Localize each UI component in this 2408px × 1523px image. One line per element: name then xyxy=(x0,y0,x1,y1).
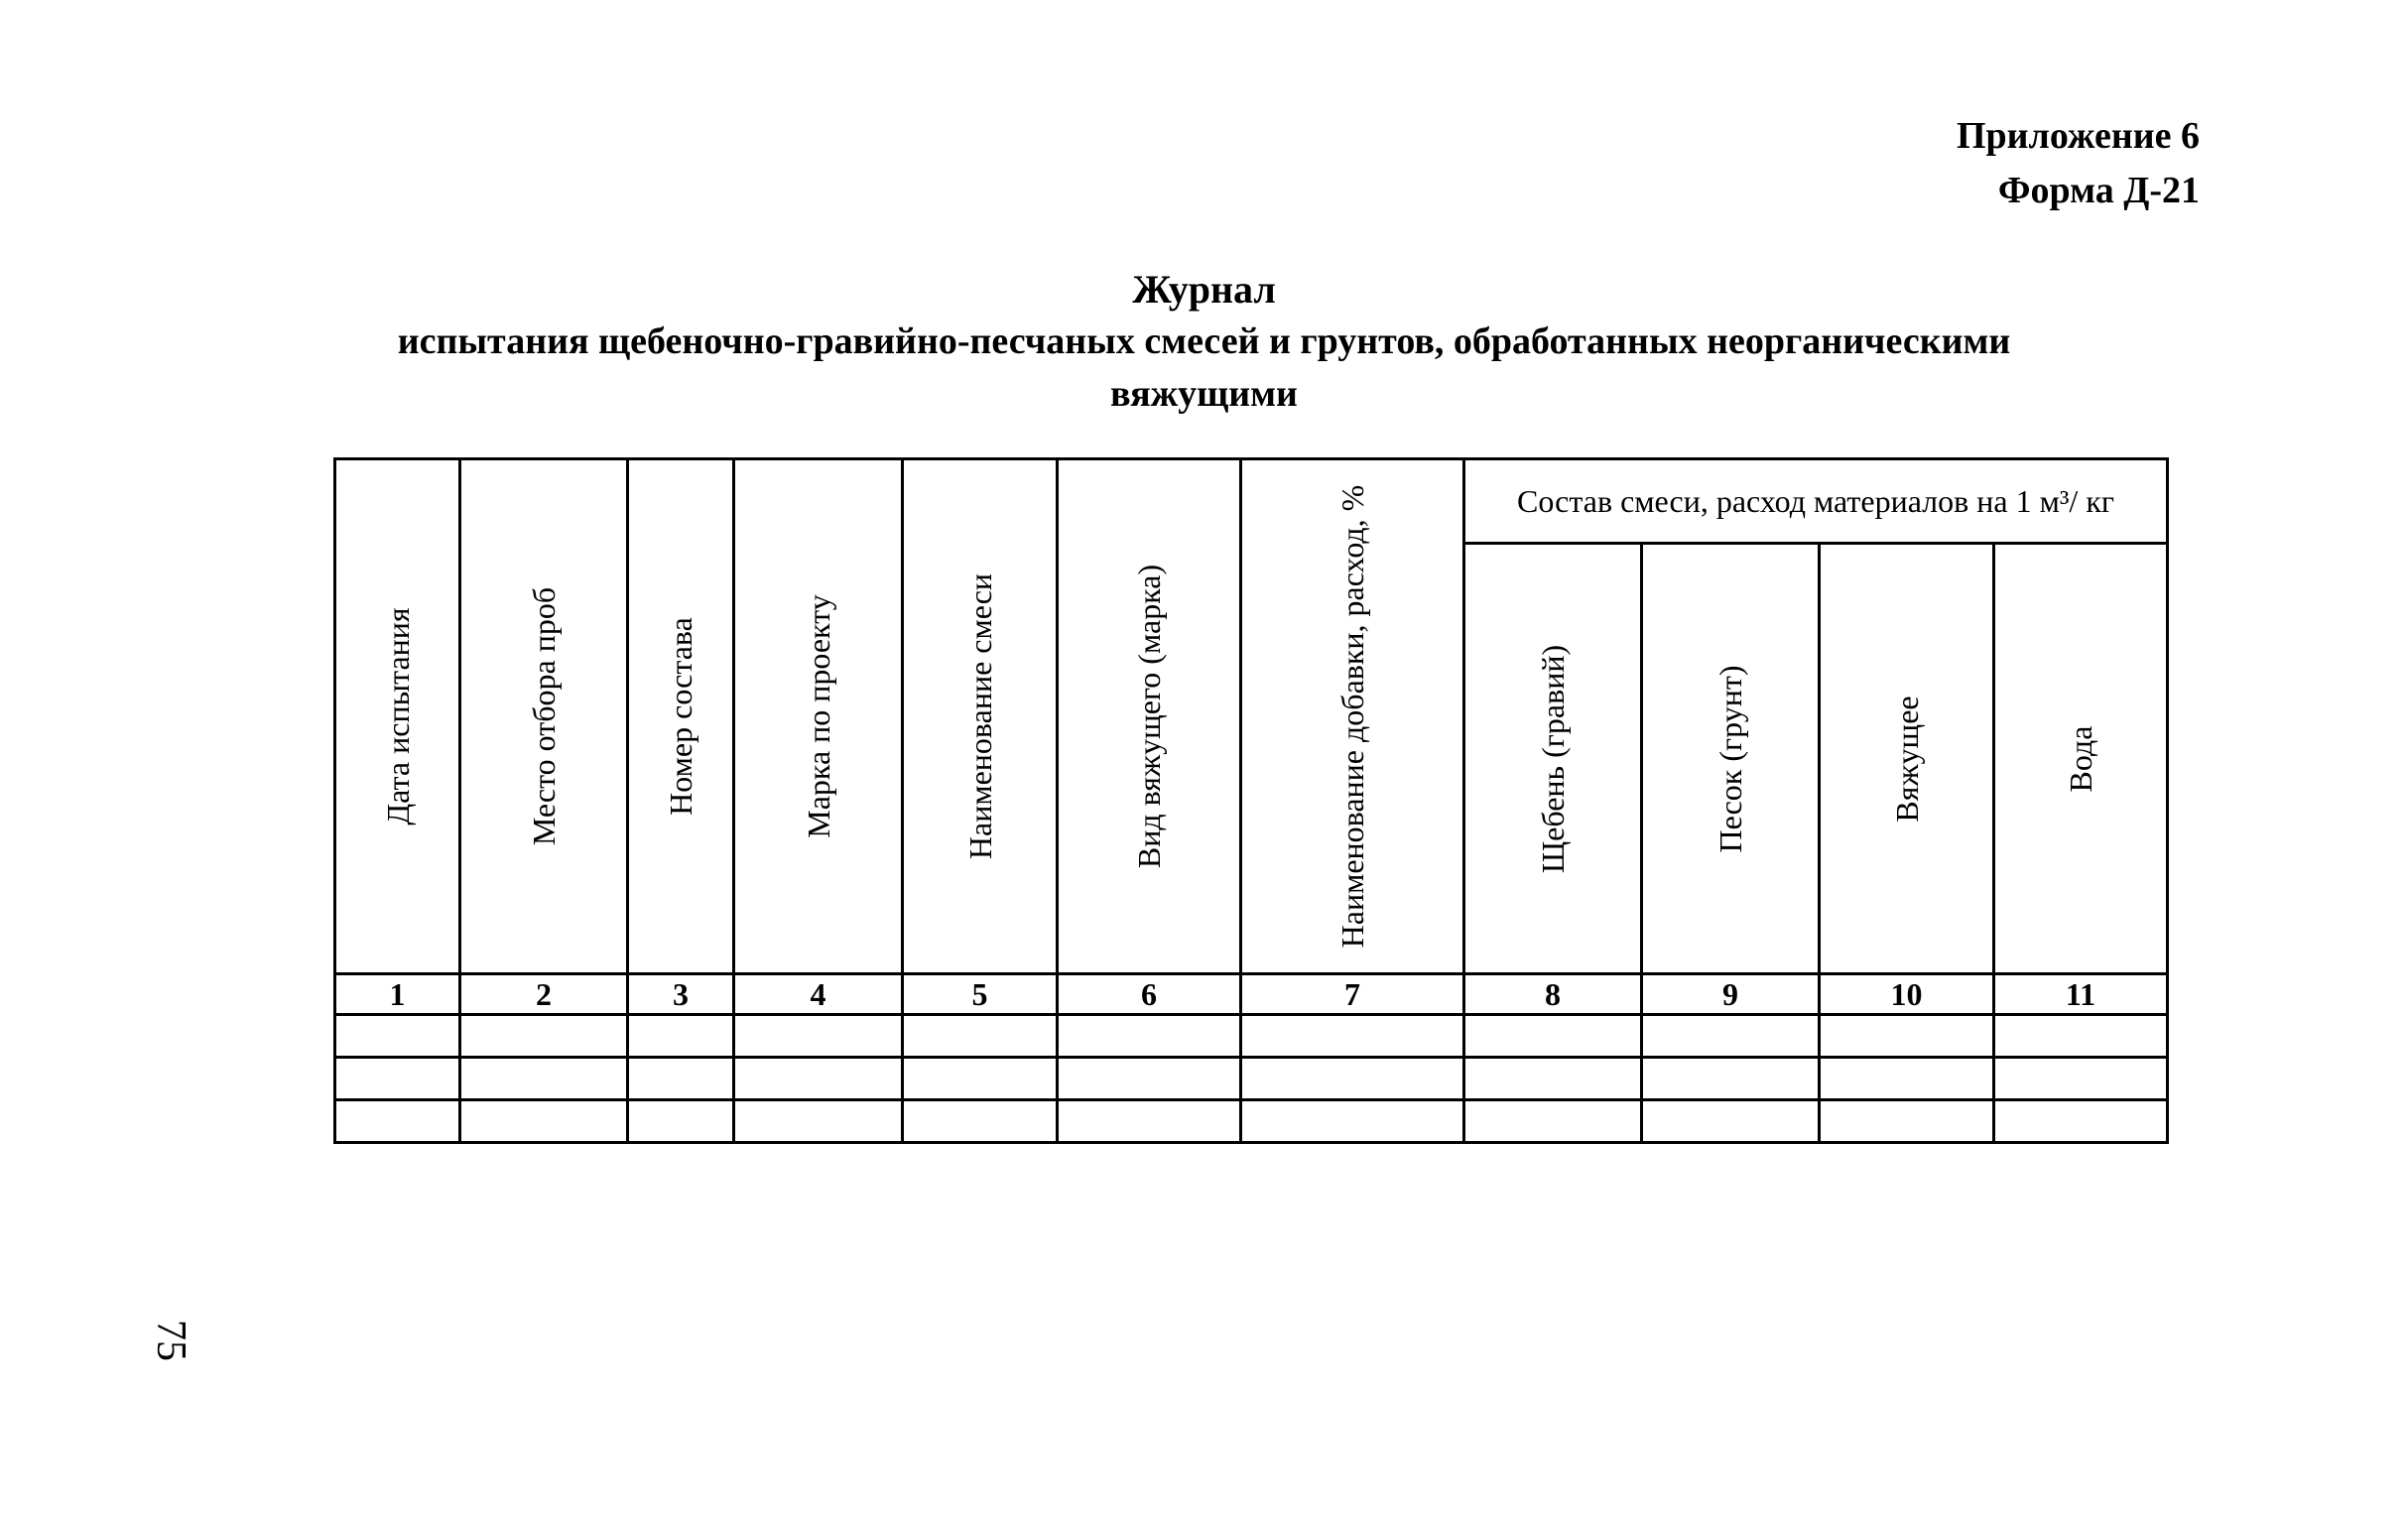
title-line-1: испытания щебеночно-гравийно-песчаных смесей и грунтов, обработанных неорганическими xyxy=(397,320,2011,362)
table-cell xyxy=(628,1058,734,1100)
title-line-2: вяжущими xyxy=(1110,373,1298,415)
table-cell xyxy=(1241,1015,1464,1058)
appendix-label xyxy=(1957,109,2200,218)
table-cell xyxy=(628,1015,734,1058)
col-header-composition-number: Номер состава xyxy=(628,459,734,974)
table-cell xyxy=(460,1100,628,1143)
table-cell xyxy=(1642,1100,1820,1143)
table-cell xyxy=(734,1058,903,1100)
title-main: Журнал xyxy=(1132,267,1276,312)
table-cell xyxy=(903,1058,1058,1100)
col-header-date: Дата испытания xyxy=(335,459,460,974)
table-cell xyxy=(903,1015,1058,1058)
column-number: 3 xyxy=(628,974,734,1015)
table-cell xyxy=(1820,1100,1994,1143)
col-header-sampling-place: Место отбора проб xyxy=(460,459,628,974)
table-cell xyxy=(1241,1058,1464,1100)
table-cell xyxy=(734,1100,903,1143)
table-row xyxy=(335,1058,2168,1100)
table-cell xyxy=(1058,1015,1241,1058)
column-number: 7 xyxy=(1241,974,1464,1015)
page-number: 75 xyxy=(148,1320,193,1361)
table-cell xyxy=(1058,1100,1241,1143)
table-cell xyxy=(1994,1015,2168,1058)
table-cell xyxy=(335,1058,460,1100)
table-row xyxy=(335,1100,2168,1143)
col-header-mix-name: Наименование смеси xyxy=(903,459,1058,974)
column-number-row xyxy=(335,974,2168,1015)
table-cell xyxy=(734,1015,903,1058)
table-cell xyxy=(1642,1058,1820,1100)
table-cell xyxy=(1820,1015,1994,1058)
col-header-binder: Вяжущее xyxy=(1820,544,1994,974)
column-number: 1 xyxy=(335,974,460,1015)
document-title xyxy=(0,263,2408,421)
column-number: 4 xyxy=(734,974,903,1015)
table-row xyxy=(335,1015,2168,1058)
table-cell xyxy=(1058,1058,1241,1100)
appendix-number: Приложение 6 xyxy=(1956,115,2200,157)
col-header-binder-type: Вид вяжущего (марка) xyxy=(1058,459,1241,974)
header-row xyxy=(335,459,2168,544)
table-cell xyxy=(1642,1015,1820,1058)
col-header-water: Вода xyxy=(1994,544,2168,974)
column-number: 5 xyxy=(903,974,1058,1015)
column-number: 8 xyxy=(1464,974,1642,1015)
column-number: 11 xyxy=(1994,974,2168,1015)
table-cell xyxy=(1464,1015,1642,1058)
col-header-additive: Наименование добавки, расход, % xyxy=(1241,459,1464,974)
column-number: 10 xyxy=(1820,974,1994,1015)
table-cell xyxy=(460,1015,628,1058)
col-header-crushed-stone: Щебень (гравий) xyxy=(1464,544,1642,974)
column-number: 2 xyxy=(460,974,628,1015)
group-header-mix-composition: Состав смеси, расход материалов на 1 м³/ кг xyxy=(1464,459,2168,544)
table-cell xyxy=(1994,1058,2168,1100)
table-cell xyxy=(335,1100,460,1143)
table-cell xyxy=(1464,1100,1642,1143)
col-header-design-grade: Марка по проекту xyxy=(734,459,903,974)
table-cell xyxy=(1994,1100,2168,1143)
table-cell xyxy=(460,1058,628,1100)
form-number: Форма Д-21 xyxy=(1997,170,2200,211)
table-cell xyxy=(335,1015,460,1058)
col-header-sand: Песок (грунт) xyxy=(1642,544,1820,974)
table-cell xyxy=(1241,1100,1464,1143)
journal-table xyxy=(333,457,2169,1144)
table-cell xyxy=(628,1100,734,1143)
column-number: 6 xyxy=(1058,974,1241,1015)
column-number: 9 xyxy=(1642,974,1820,1015)
table-cell xyxy=(903,1100,1058,1143)
table-cell xyxy=(1820,1058,1994,1100)
table-cell xyxy=(1464,1058,1642,1100)
